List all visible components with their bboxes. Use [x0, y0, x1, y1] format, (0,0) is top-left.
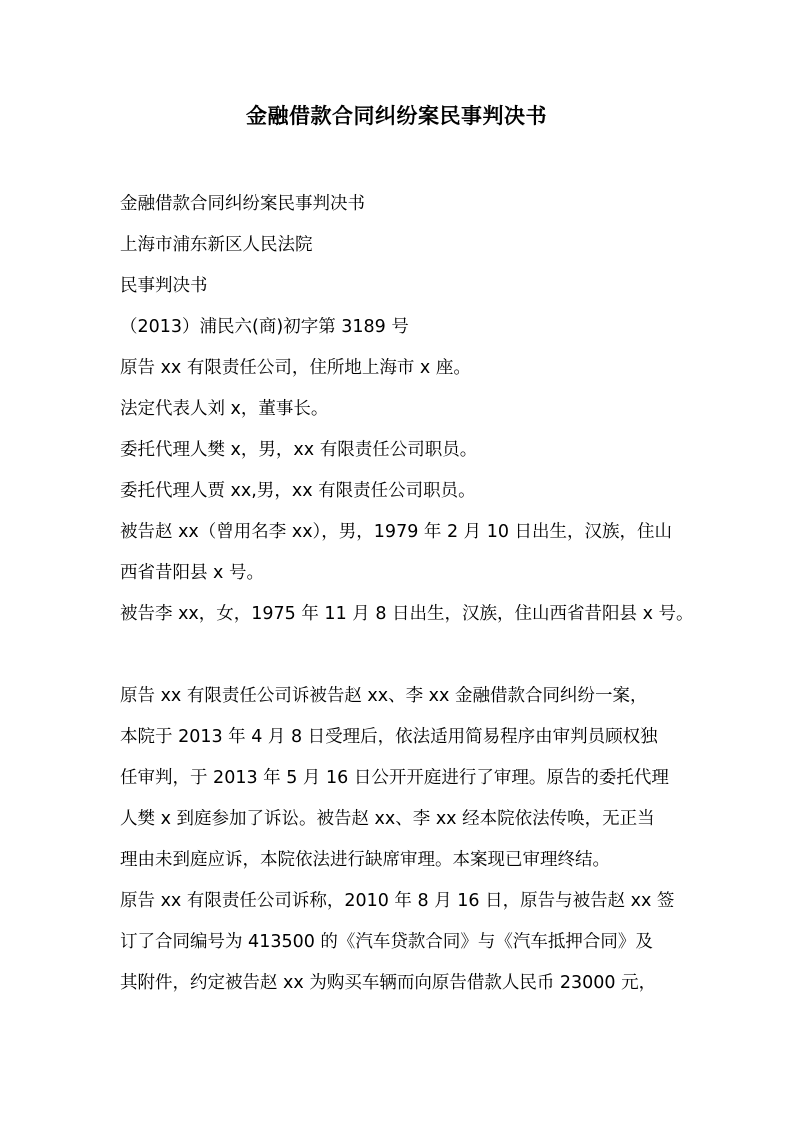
document-type: 民事判决书	[120, 276, 208, 296]
paragraph-spacer	[120, 635, 680, 676]
plaintiff-line: 原告 xx 有限责任公司，住所地上海市 x 座。	[120, 358, 471, 378]
paragraph-1-line-2: 本院于 2013 年 4 月 8 日受理后，依法适用简易程序由审判员顾权独	[120, 727, 658, 747]
paragraph-2-line-2: 订了合同编号为 413500 的《汽车贷款合同》与《汽车抵押合同》及	[120, 932, 653, 952]
defendant-1-line-1: 被告赵 xx（曾用名李 xx），男，1979 年 2 月 10 日出生，汉族，住山	[120, 522, 673, 542]
agent-line-2: 委托代理人贾 xx,男，xx 有限责任公司职员。	[120, 481, 476, 501]
paragraph-1-line-4: 人樊 x 到庭参加了诉讼。被告赵 xx、李 xx 经本院依法传唤，无正当	[120, 809, 655, 829]
agent-line-1: 委托代理人樊 x，男，xx 有限责任公司职员。	[120, 440, 478, 460]
paragraph-1-line-1: 原告 xx 有限责任公司诉被告赵 xx、李 xx 金融借款合同纠纷一案，	[120, 686, 648, 706]
court-name: 上海市浦东新区人民法院	[120, 235, 313, 255]
case-number: （2013）浦民六(商)初字第 3189 号	[120, 317, 409, 337]
defendant-2-line: 被告李 xx，女，1975 年 11 月 8 日出生，汉族，住山西省昔阳县 x 号。	[120, 604, 694, 624]
paragraph-1-line-3: 任审判，于 2013 年 5 月 16 日公开开庭进行了审理。原告的委托代理	[120, 768, 669, 788]
paragraph-2-line-3: 其附件，约定被告赵 xx 为购买车辆而向原告借款人民币 23000 元，	[120, 973, 657, 993]
paragraph-2-line-1: 原告 xx 有限责任公司诉称，2010 年 8 月 16 日，原告与被告赵 xx 签	[120, 891, 675, 911]
legal-representative-line: 法定代表人刘 x，董事长。	[120, 399, 329, 419]
defendant-1-line-2: 西省昔阳县 x 号。	[120, 563, 264, 583]
document-body	[120, 184, 694, 1004]
document-title: 金融借款合同纠纷案民事判决书	[246, 104, 547, 128]
paragraph-1-line-5: 理由未到庭应诉，本院依法进行缺席审理。本案现已审理终结。	[120, 850, 610, 870]
heading-line: 金融借款合同纠纷案民事判决书	[120, 194, 365, 214]
